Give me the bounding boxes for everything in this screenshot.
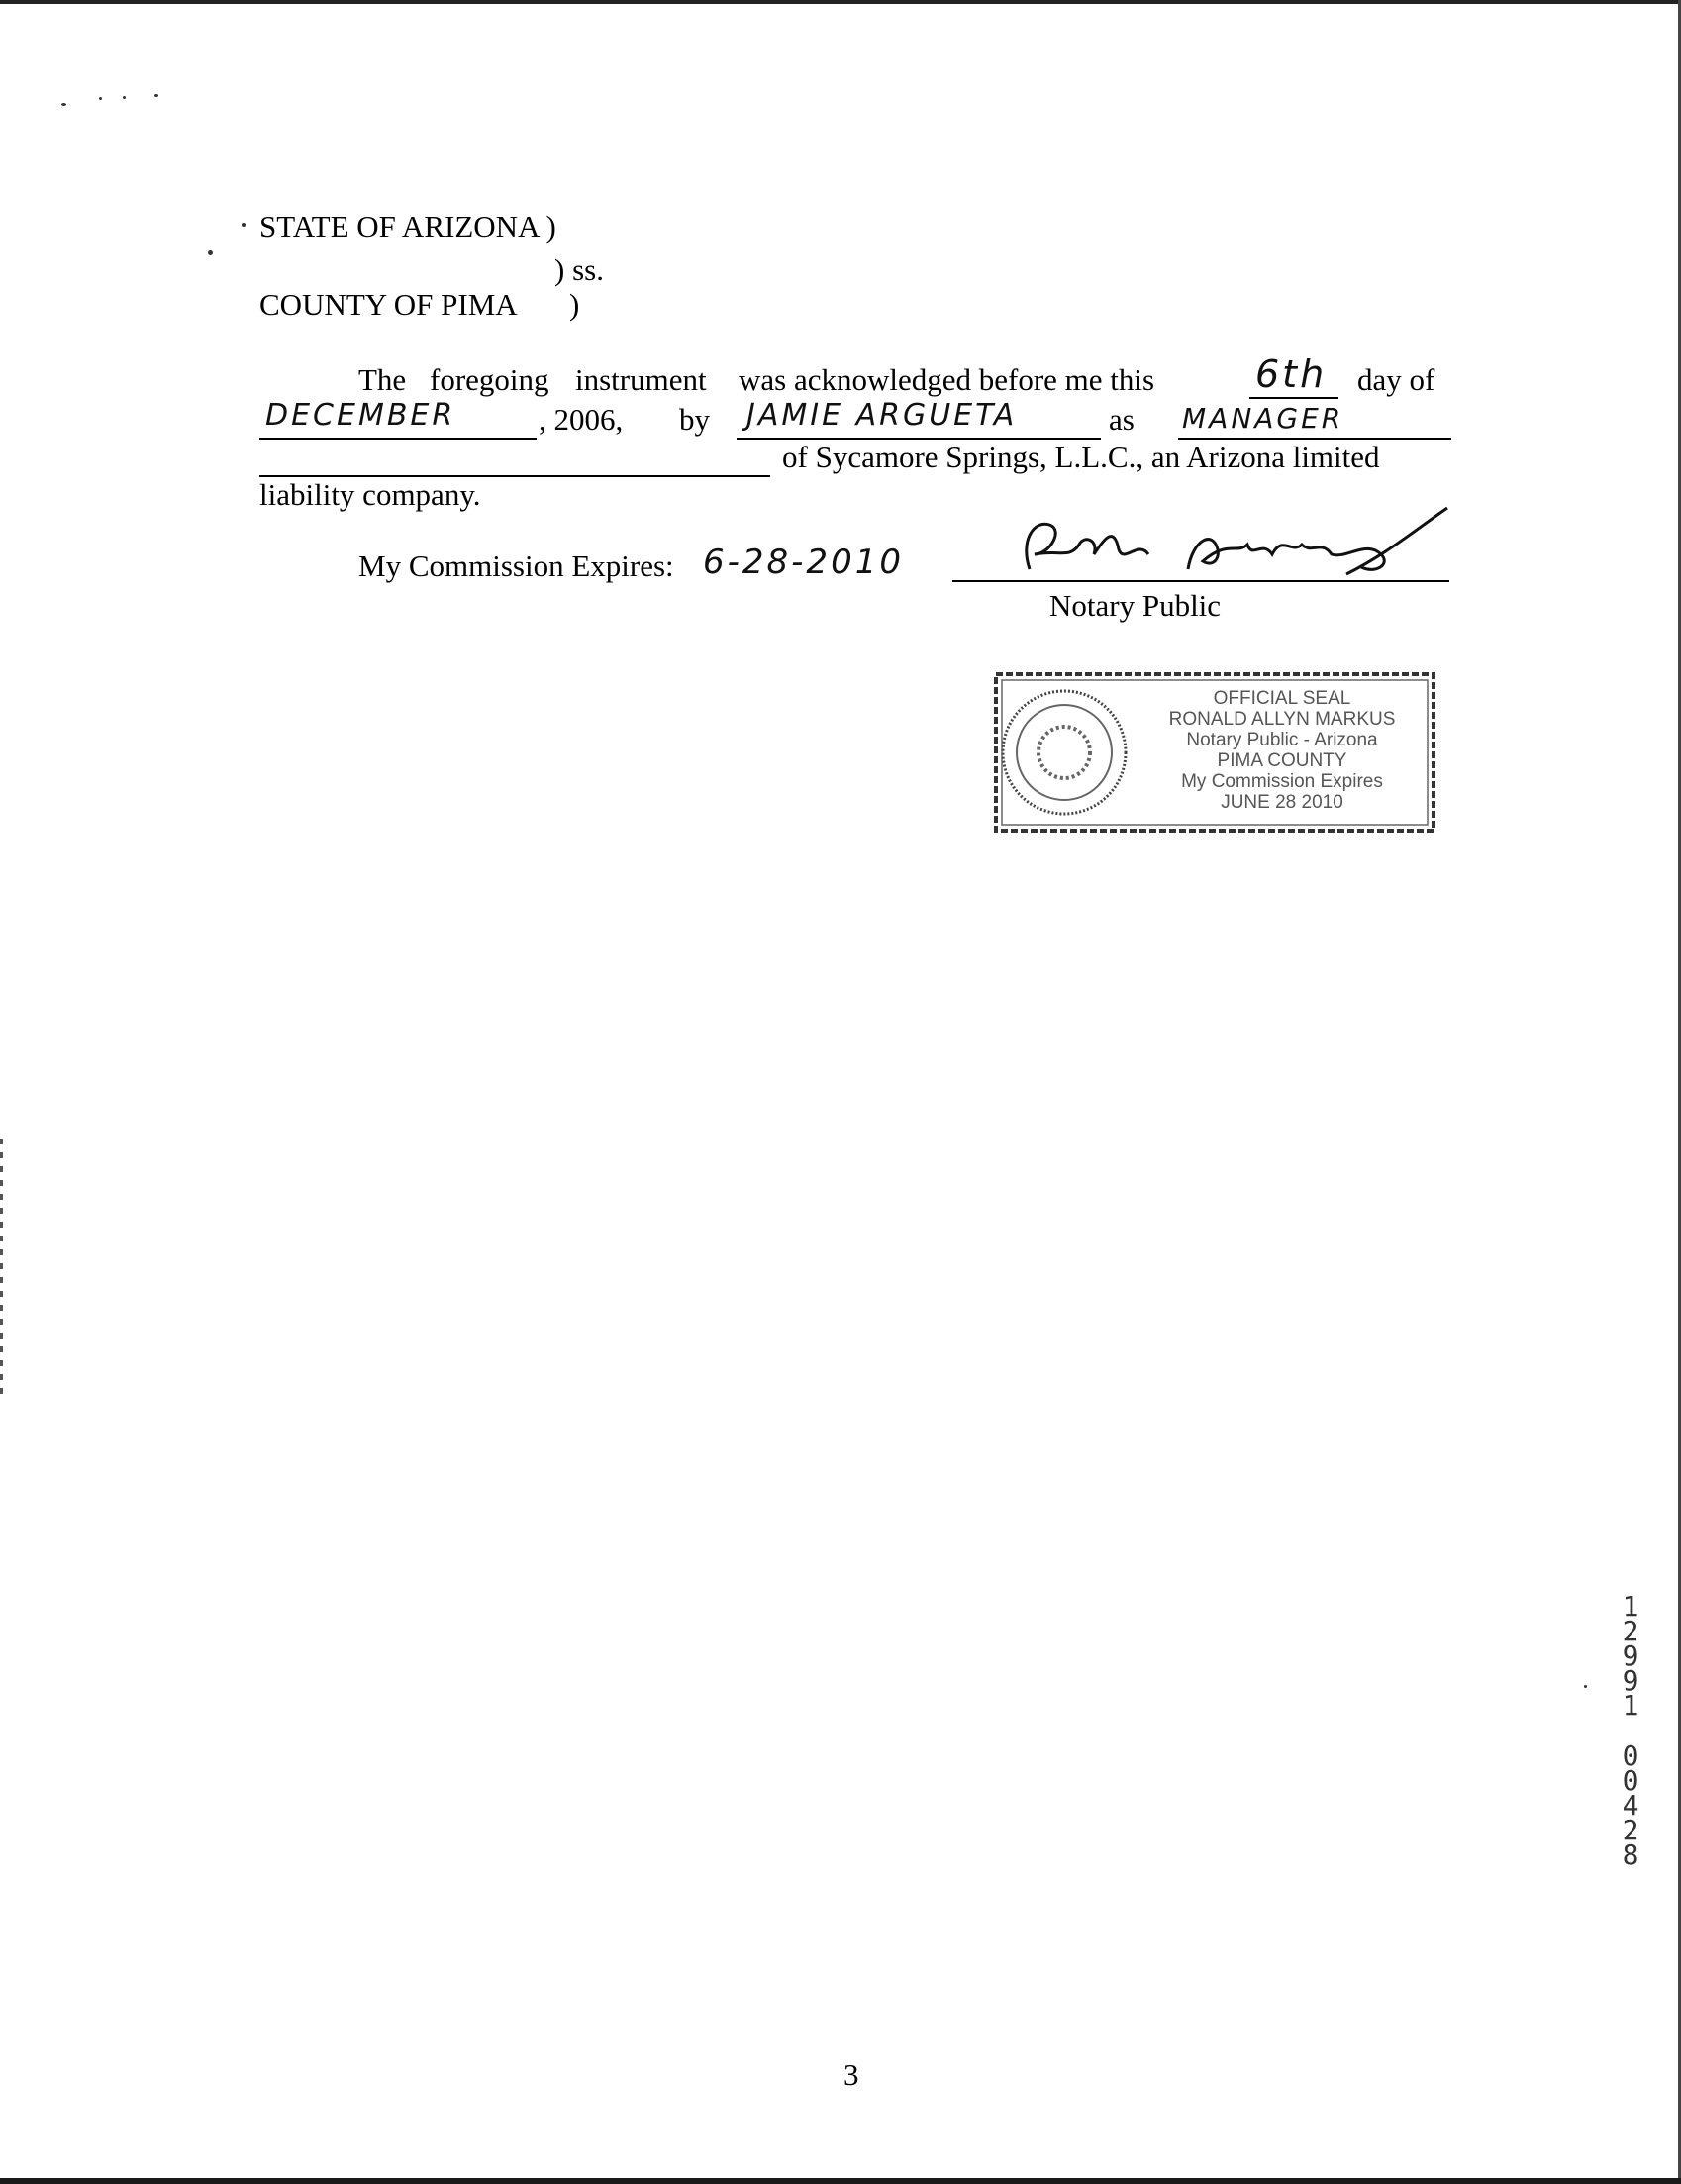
stamp-line: JUNE 28 2010 (1221, 792, 1343, 813)
recording-digit: 8 (1622, 1838, 1639, 1871)
commission-label: My Commission Expires: (358, 548, 674, 583)
recording-digit: 1 (1622, 1689, 1639, 1722)
notary-public-label: Notary Public (1049, 588, 1222, 623)
scan-speck (208, 250, 213, 255)
recording-digit: 4 (1622, 1789, 1639, 1822)
stamp-line: Notary Public - Arizona (1186, 730, 1378, 750)
recording-digit: 9 (1622, 1664, 1639, 1697)
scan-speck (242, 223, 246, 227)
body-word: as (1109, 402, 1135, 437)
recording-digit: 2 (1622, 1814, 1639, 1846)
stamp-line: RONALD ALLYN MARKUS (1168, 709, 1396, 730)
month-underline (259, 438, 537, 440)
body-word: foregoing (430, 362, 549, 397)
handwritten-day: 6th (1255, 352, 1328, 396)
recording-digit: 0 (1622, 1739, 1639, 1772)
recording-number (1616, 1590, 1645, 1871)
state-line: STATE OF ARIZONA ) (259, 209, 556, 244)
scan-speck (123, 96, 126, 99)
page-number: 3 (843, 2057, 859, 2092)
body-text: liability company. (259, 477, 481, 512)
official-seal-stamp (990, 668, 1439, 837)
scan-edge-bottom (0, 2178, 1681, 2184)
stamp-line: My Commission Expires (1181, 771, 1383, 792)
scan-speck (99, 97, 102, 100)
handwritten-expiry: 6-28-2010 (703, 543, 904, 582)
county-paren: ) (569, 287, 580, 322)
body-text: of Sycamore Springs, L.L.C., an Arizona limited (782, 440, 1380, 474)
scan-speck (154, 94, 158, 97)
recording-digit: 0 (1622, 1764, 1639, 1797)
handwritten-name: JAMIE ARGUETA (746, 398, 1018, 433)
body-word: instrument (575, 362, 707, 397)
ss-line: ) ss. (554, 252, 604, 287)
stamp-text (1129, 688, 1435, 813)
day-underline (1249, 397, 1338, 399)
body-text: was acknowledged before me this (739, 362, 1155, 397)
handwritten-month: DECEMBER (265, 398, 456, 433)
scan-edge-top (0, 0, 1681, 4)
signature-line (952, 580, 1449, 582)
scan-speck (1584, 1685, 1587, 1688)
body-word: by (679, 402, 710, 437)
recording-digit: 1 (1622, 1590, 1639, 1623)
notary-signature (990, 500, 1455, 589)
handwritten-title: MANAGER (1182, 402, 1344, 435)
stamp-line: OFFICIAL SEAL (1213, 688, 1351, 709)
body-year: , 2006, (539, 402, 624, 437)
recording-digit: 2 (1622, 1615, 1639, 1647)
body-word: The (358, 362, 407, 397)
county-line: COUNTY OF PIMA (259, 287, 518, 322)
scan-speck (61, 103, 66, 106)
scan-edge-left (0, 1139, 3, 1396)
stamp-line: PIMA COUNTY (1217, 750, 1347, 771)
recording-digit: 9 (1622, 1639, 1639, 1672)
body-word: day of (1357, 362, 1435, 397)
